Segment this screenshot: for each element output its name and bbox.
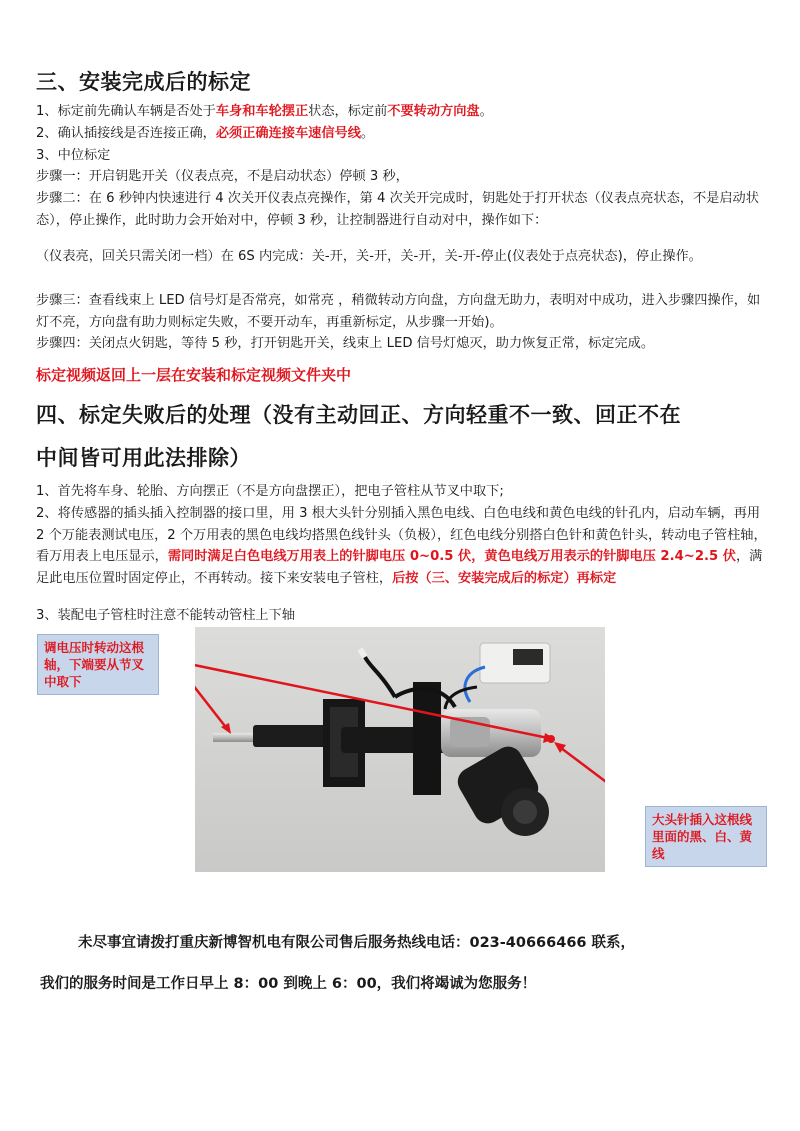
steering-column-photo xyxy=(195,627,605,872)
steering-column-illustration xyxy=(195,627,605,872)
section3-item1: 1、标定前先确认车辆是否处于车身和车轮摆正状态，标定前不要转动方向盘。 xyxy=(36,104,493,119)
callout-pin-wires: 大头针插入这根线里面的黑、白、黄线 xyxy=(645,806,767,867)
section4-title-line1: 四、标定失败后的处理（没有主动回正、方向轻重不一致、回正不在 xyxy=(36,403,681,427)
section3-item3: 3、中位标定 xyxy=(36,148,111,163)
footer-line1: 未尽事宜请拨打重庆新博智机电有限公司售后服务热线电话：023-40666466 联系， xyxy=(78,935,636,951)
section4-item3: 3、装配电子管柱时注意不能转动管柱上下轴 xyxy=(36,608,295,623)
step-two: 步骤二：在 6 秒钟内快速进行 4 次关开仪表点亮操作，第 4 次关开完成时，钥匙处于打开状态（仪表点亮状态，不是启动状态），停止操作，此时助力会开始对中，停顿 3 秒，让控制器进行自动对中，操作如下： xyxy=(36,191,759,228)
video-note: 标定视频返回上一层在安装和标定视频文件夹中 xyxy=(36,366,352,384)
section4-title-line2: 中间皆可用此法排除） xyxy=(36,446,251,470)
step-four: 步骤四：关闭点火钥匙，等待 5 秒，打开钥匙开关，线束上 LED 信号灯熄灭，助力恢复正常，标定完成。 xyxy=(36,336,655,351)
section4-item1: 1、首先将车身、轮胎、方向摆正（不是方向盘摆正），把电子管柱从节叉中取下; xyxy=(36,484,504,499)
section4-item2: 2、将传感器的插头插入控制器的接口里，用 3 根大头针分别插入黑色电线、白色电线和黄色电线的针孔内，启动车辆，再用 2 个万能表测试电压，2 个万用表的黑色电线均搭黑色线针头（负极），红色电线分别搭白色针和黄色针头，转动电子管柱轴，看万用表上电压显示，需同时满足白色电线万用表上的针脚电压 0~0.5 伏，黄色电线万用表示的针脚电压 2.4~2.5 伏，满足此电压位置时固定停止，不再转动。接下来安装电子管柱，后按（三、安装完成后的标定）再标定 xyxy=(36,506,767,586)
footer-line2: 我们的服务时间是工作日早上 8：00 到晚上 6：00，我们将竭诚为您服务！ xyxy=(40,976,537,992)
section3-item2: 2、确认插接线是否连接正确，必须正确连接车速信号线。 xyxy=(36,126,375,141)
section3-title: 三、安装完成后的标定 xyxy=(36,70,251,94)
step-two-detail: （仪表亮，回关只需关闭一档）在 6S 内完成：关-开，关-开，关-开，关-开-停止(仪表处于点亮状态)，停止操作。 xyxy=(36,249,702,264)
step-three: 步骤三：查看线束上 LED 信号灯是否常亮，如常亮 ，稍微转动方向盘，方向盘无助力，表明对中成功，进入步骤四操作，如灯不亮，方向盘有助力则标定失败，不要开动车，再重新标定，从步骤一开始)。 xyxy=(36,293,761,330)
callout-rotate-shaft: 调电压时转动这根轴，下端要从节叉中取下 xyxy=(37,634,159,695)
step-one: 步骤一：开启钥匙开关（仪表点亮，不是启动状态）停顿 3 秒， xyxy=(36,169,409,184)
